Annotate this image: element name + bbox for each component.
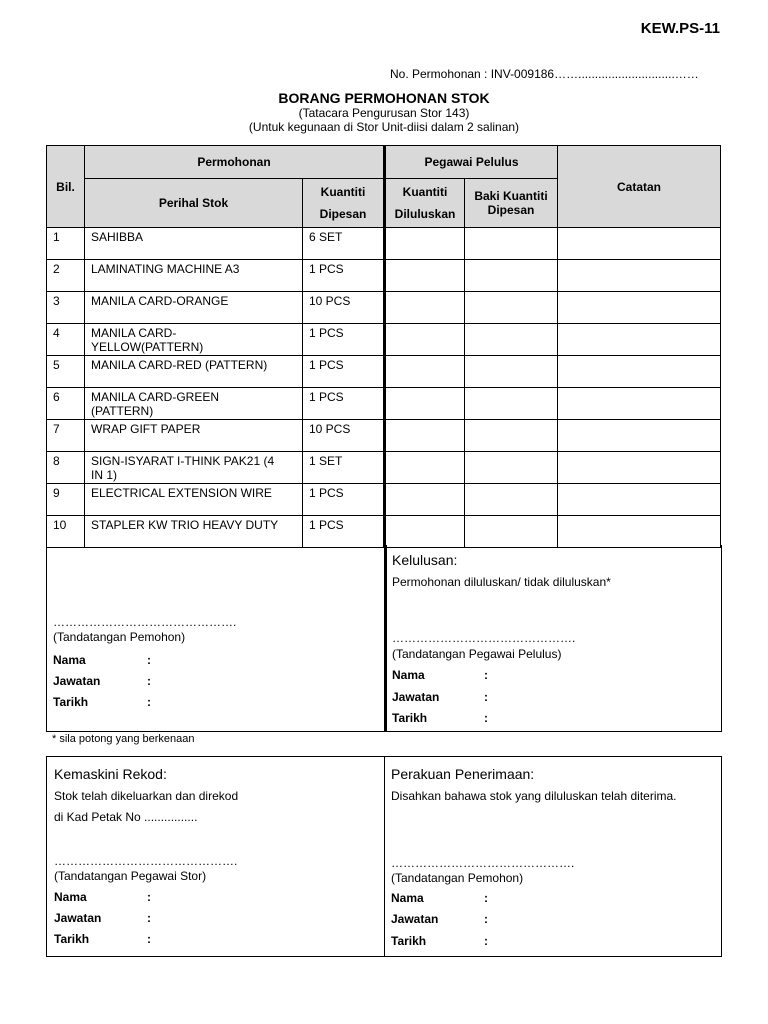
row-balance (465, 516, 558, 548)
form-subtitle-1: (Tatacara Pengurusan Stor 143) (298, 106, 470, 120)
row-balance (465, 420, 558, 452)
store-officer-jawatan-label: Jawatan (54, 911, 102, 925)
row-notes (558, 484, 721, 516)
row-number: 4 (47, 324, 85, 356)
recipient-tarikh-colon: : (484, 934, 488, 948)
approval-text: Permohonan diluluskan/ tidak diluluskan* (392, 575, 611, 589)
row-number: 7 (47, 420, 85, 452)
row-item: WRAP GIFT PAPER (85, 420, 303, 452)
applicant-tarikh-colon: : (147, 695, 151, 709)
bottom-divider (384, 757, 385, 956)
header-kuantiti-diluluskan-l2: Diluluskan (394, 207, 456, 221)
row-qty-ordered: 1 PCS (303, 324, 385, 356)
update-record-line1: Stok telah dikeluarkan dan direkod (54, 789, 239, 803)
table-row (47, 356, 721, 388)
update-record-line2: di Kad Petak No ................ (54, 810, 198, 824)
approval-heading: Kelulusan: (392, 552, 458, 568)
row-notes (558, 324, 721, 356)
approver-nama-colon: : (484, 668, 488, 682)
applicant-tarikh-label: Tarikh (53, 695, 89, 709)
approver-tarikh-label: Tarikh (392, 711, 428, 725)
row-number: 8 (47, 452, 85, 484)
row-qty-approved (385, 292, 465, 324)
header-kuantiti-diluluskan (385, 179, 465, 228)
row-balance (465, 260, 558, 292)
row-qty-ordered: 10 PCS (303, 292, 385, 324)
recipient-jawatan-colon: : (484, 912, 488, 926)
row-qty-approved (385, 260, 465, 292)
row-qty-approved (385, 484, 465, 516)
header-perihal-stok: Perihal Stok (85, 179, 303, 228)
row-item: MANILA CARD- YELLOW(PATTERN) (85, 324, 303, 356)
row-number: 3 (47, 292, 85, 324)
row-balance (465, 292, 558, 324)
applicant-signature-line: ………………………………………. (53, 615, 237, 629)
row-number: 6 (47, 388, 85, 420)
header-kuantiti-dipesan (303, 179, 385, 228)
recipient-signature-label: (Tandatangan Pemohon) (391, 871, 524, 885)
applicant-jawatan-label: Jawatan (53, 674, 101, 688)
header-baki-l2: Dipesan (487, 203, 535, 217)
row-balance (465, 356, 558, 388)
row-qty-ordered: 1 PCS (303, 388, 385, 420)
row-item: ELECTRICAL EXTENSION WIRE (85, 484, 303, 516)
table-row (47, 228, 721, 260)
table-row (47, 324, 721, 356)
row-notes (558, 292, 721, 324)
row-qty-ordered: 6 SET (303, 228, 385, 260)
applicant-signature-label: (Tandatangan Pemohon) (53, 630, 186, 644)
header-baki-l1: Baki Kuantiti (474, 189, 548, 203)
approver-nama-label: Nama (392, 668, 425, 682)
row-qty-approved (385, 356, 465, 388)
signature-section (46, 545, 722, 732)
table-row (47, 292, 721, 324)
table-row (47, 420, 721, 452)
store-officer-signature-label: (Tandatangan Pegawai Stor) (54, 869, 207, 883)
table-row (47, 484, 721, 516)
recipient-nama-label: Nama (391, 891, 424, 905)
header-catatan: Catatan (558, 146, 721, 228)
header-bil: Bil. (47, 146, 85, 228)
row-notes (558, 228, 721, 260)
row-item: LAMINATING MACHINE A3 (85, 260, 303, 292)
store-officer-tarikh-label: Tarikh (54, 932, 90, 946)
header-kuantiti-dipesan-l2: Dipesan (319, 207, 367, 221)
store-officer-signature-line: ………………………………………. (54, 854, 238, 868)
row-qty-ordered: 1 SET (303, 452, 385, 484)
row-qty-ordered: 10 PCS (303, 420, 385, 452)
approver-jawatan-colon: : (484, 690, 488, 704)
header-baki-kuantiti (465, 179, 558, 228)
update-record-heading: Kemaskini Rekod: (54, 766, 167, 782)
approver-signature-label: (Tandatangan Pegawai Pelulus) (392, 647, 562, 661)
table-body (47, 228, 721, 548)
row-notes (558, 516, 721, 548)
table-row (47, 452, 721, 484)
form-code: KEW.PS-11 (640, 20, 720, 37)
applicant-nama-label: Nama (53, 653, 86, 667)
recipient-nama-colon: : (484, 891, 488, 905)
row-qty-ordered: 1 PCS (303, 356, 385, 388)
row-qty-approved (385, 452, 465, 484)
receipt-heading: Perakuan Penerimaan: (391, 766, 535, 782)
store-officer-nama-colon: : (147, 890, 151, 904)
record-receipt-section (46, 756, 722, 957)
row-qty-approved (385, 388, 465, 420)
request-number: No. Permohonan : INV-009186…….............................…… (390, 67, 699, 81)
approver-jawatan-label: Jawatan (392, 690, 440, 704)
row-notes (558, 356, 721, 388)
store-officer-jawatan-colon: : (147, 911, 151, 925)
row-qty-approved (385, 516, 465, 548)
row-balance (465, 484, 558, 516)
store-officer-nama-label: Nama (54, 890, 87, 904)
applicant-jawatan-colon: : (147, 674, 151, 688)
row-item: MANILA CARD-RED (PATTERN) (85, 356, 303, 388)
row-qty-ordered: 1 PCS (303, 484, 385, 516)
row-balance (465, 452, 558, 484)
table-row (47, 260, 721, 292)
table-row (47, 516, 721, 548)
row-notes (558, 260, 721, 292)
row-number: 2 (47, 260, 85, 292)
row-number: 1 (47, 228, 85, 260)
header-kuantiti-dipesan-l1: Kuantiti (320, 185, 366, 199)
applicant-nama-colon: : (147, 653, 151, 667)
stock-request-table (46, 145, 721, 548)
section-divider (384, 545, 387, 731)
row-qty-approved (385, 420, 465, 452)
recipient-signature-line: ………………………………………. (391, 856, 575, 870)
row-number: 5 (47, 356, 85, 388)
form-subtitle-2: (Untuk kegunaan di Stor Unit-diisi dalam 2 salinan) (248, 120, 520, 134)
row-balance (465, 228, 558, 260)
header-kuantiti-diluluskan-l1: Kuantiti (402, 185, 448, 199)
recipient-jawatan-label: Jawatan (391, 912, 439, 926)
row-item: SIGN-ISYARAT I-THINK PAK21 (4 IN 1) (85, 452, 303, 484)
row-qty-ordered: 1 PCS (303, 260, 385, 292)
row-notes (558, 388, 721, 420)
row-notes (558, 420, 721, 452)
approver-signature-line: ………………………………………. (392, 631, 576, 645)
footnote: * sila potong yang berkenaan (52, 733, 195, 745)
row-notes (558, 452, 721, 484)
row-qty-ordered: 1 PCS (303, 516, 385, 548)
table-row (47, 388, 721, 420)
header-permohonan: Permohonan (85, 146, 385, 179)
store-officer-tarikh-colon: : (147, 932, 151, 946)
row-qty-approved (385, 228, 465, 260)
row-item: MANILA CARD-ORANGE (85, 292, 303, 324)
header-pegawai-pelulus: Pegawai Pelulus (385, 146, 558, 179)
approver-tarikh-colon: : (484, 711, 488, 725)
receipt-text: Disahkan bahawa stok yang diluluskan telah diterima. (391, 789, 677, 803)
row-balance (465, 388, 558, 420)
recipient-tarikh-label: Tarikh (391, 934, 427, 948)
row-balance (465, 324, 558, 356)
row-number: 9 (47, 484, 85, 516)
row-number: 10 (47, 516, 85, 548)
row-item: MANILA CARD-GREEN (PATTERN) (85, 388, 303, 420)
row-qty-approved (385, 324, 465, 356)
row-item: STAPLER KW TRIO HEAVY DUTY (85, 516, 303, 548)
row-item: SAHIBBA (85, 228, 303, 260)
form-title: BORANG PERMOHONAN STOK (278, 90, 490, 106)
